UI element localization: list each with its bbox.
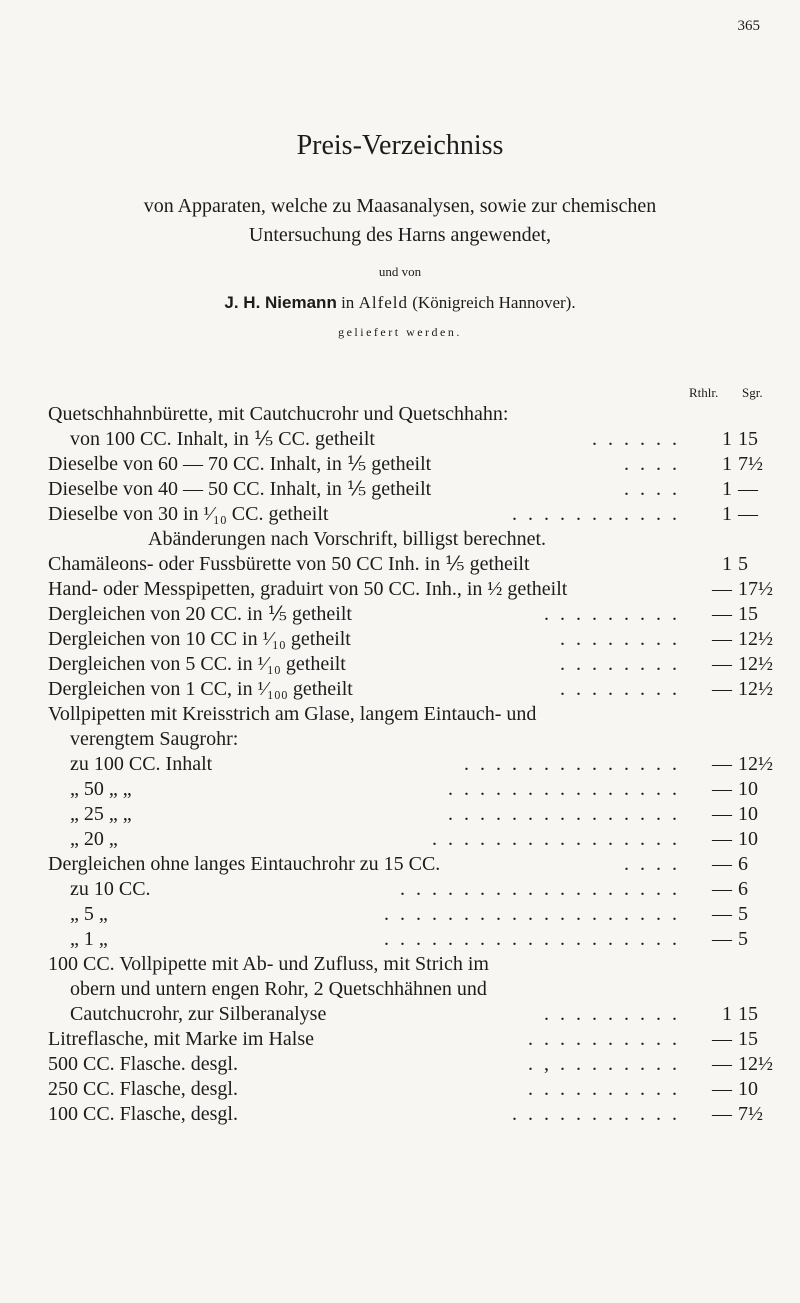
price-row	[48, 877, 780, 902]
price-sgr: —	[738, 503, 758, 525]
price-row	[48, 1077, 780, 1102]
vendor-name: J. H. Niemann	[224, 293, 337, 312]
price-row	[48, 752, 780, 777]
item-description: 250 CC. Flasche, desgl.	[48, 1078, 238, 1100]
price-sgr: 10	[738, 828, 758, 850]
price-rthlr: —	[712, 878, 732, 900]
price-sgr: 5	[738, 903, 748, 925]
price-sgr: 6	[738, 853, 748, 875]
price-row	[48, 777, 780, 802]
price-row	[48, 902, 780, 927]
dot-leader: . . . . . . . . . .	[528, 1078, 680, 1100]
price-sgr: 12½	[738, 653, 773, 675]
price-row	[48, 977, 780, 1002]
price-row	[48, 427, 780, 452]
price-rthlr: —	[712, 1028, 732, 1050]
item-description: obern und untern engen Rohr, 2 Quetschhähnen und	[70, 978, 487, 1000]
item-description: 500 CC. Flasche. desgl.	[48, 1053, 238, 1075]
price-sgr: 12½	[738, 678, 773, 700]
vendor-region: (Königreich Hannover).	[412, 293, 576, 312]
dot-leader: . . . . . . . . . . . . . . . . . . .	[384, 903, 680, 925]
price-row	[48, 727, 780, 752]
price-sgr: 12½	[738, 753, 773, 775]
dot-leader: . . . . . . . . . . . . . .	[464, 753, 680, 775]
dot-leader: . . . . . . . . .	[544, 603, 680, 625]
dot-leader: . . . . . . . .	[560, 653, 680, 675]
price-rthlr: 1	[722, 1003, 732, 1025]
geliefert-text: geliefert werden.	[338, 325, 462, 339]
dot-leader: . . . . . . . . . . . . . . . .	[432, 828, 680, 850]
price-sgr: 12½	[738, 1053, 773, 1075]
price-row	[48, 1052, 780, 1077]
price-row	[48, 602, 780, 627]
column-header-sgr: Sgr.	[742, 385, 763, 400]
dot-leader: . . . .	[624, 453, 680, 475]
price-row	[48, 827, 780, 852]
item-description: Dieselbe von 30 in ¹⁄₁₀ CC. getheilt	[48, 503, 329, 525]
intro-line-2: Untersuchung des Harns angewendet,	[248, 224, 552, 246]
item-description: Hand- oder Messpipetten, graduirt von 50 CC. Inh., in ½ getheilt	[48, 578, 568, 600]
price-sgr: 6	[738, 878, 748, 900]
price-rthlr: —	[712, 653, 732, 675]
price-row	[48, 627, 780, 652]
page-title: Preis-Verzeichniss	[296, 130, 504, 161]
price-sgr: 5	[738, 553, 748, 575]
price-sgr: 10	[738, 778, 758, 800]
item-description: Cautchucrohr, zur Silberanalyse	[70, 1003, 327, 1025]
price-sgr: 15	[738, 1028, 758, 1050]
price-row	[48, 527, 780, 552]
dot-leader: . . . . . . . .	[560, 678, 680, 700]
item-description: „ 25 „ „	[70, 803, 132, 825]
intro-text	[0, 192, 800, 250]
item-description: Dergleichen von 5 CC. in ¹⁄₁₀ getheilt	[48, 653, 346, 675]
dot-leader: . . . . . . . . . . . . . . . . . .	[400, 878, 680, 900]
price-rthlr: —	[712, 803, 732, 825]
dot-leader: . . . . . . . . . . . . . . .	[448, 778, 680, 800]
price-row	[48, 1002, 780, 1027]
price-sgr: 15	[738, 428, 758, 450]
item-description: „ 20 „	[70, 828, 118, 850]
price-row	[48, 452, 780, 477]
dot-leader: . . . . . . . . . .	[528, 1028, 680, 1050]
price-rthlr: —	[712, 603, 732, 625]
price-row	[48, 402, 780, 427]
item-description: Dergleichen ohne langes Eintauchrohr zu 15 CC.	[48, 853, 441, 875]
item-description: zu 10 CC.	[70, 878, 151, 900]
item-description: Dergleichen von 1 CC, in ¹⁄₁₀₀ getheilt	[48, 678, 353, 700]
price-row	[48, 802, 780, 827]
price-rthlr: 1	[722, 553, 732, 575]
price-sgr: 17½	[738, 578, 773, 600]
dot-leader: . . . .	[624, 478, 680, 500]
dot-leader: . . . . . . . . .	[544, 1003, 680, 1025]
price-sgr: 15	[738, 603, 758, 625]
price-list	[48, 402, 780, 1127]
item-description: Dieselbe von 60 — 70 CC. Inhalt, in ⅕ getheilt	[48, 453, 432, 475]
und-von-text: und von	[378, 264, 422, 279]
item-description: „ 5 „	[70, 903, 108, 925]
price-row	[48, 852, 780, 877]
price-rthlr: —	[712, 628, 732, 650]
column-header-rthlr: Rthlr.	[689, 385, 719, 400]
item-description: 100 CC. Flasche, desgl.	[48, 1103, 238, 1125]
price-rthlr: —	[712, 753, 732, 775]
item-description: „ 1 „	[70, 928, 108, 950]
price-rthlr: —	[712, 853, 732, 875]
item-description: Dergleichen von 20 CC. in ⅕ getheilt	[48, 603, 352, 625]
item-description: Dieselbe von 40 — 50 CC. Inhalt, in ⅕ getheilt	[48, 478, 432, 500]
price-sgr: —	[738, 478, 758, 500]
item-description: Litreflasche, mit Marke im Halse	[48, 1028, 315, 1050]
price-row	[48, 1027, 780, 1052]
price-sgr: 12½	[738, 628, 773, 650]
price-row	[48, 652, 780, 677]
price-row	[48, 577, 780, 602]
dot-leader: . . . . . . . . . . .	[512, 503, 680, 525]
price-row	[48, 552, 780, 577]
price-rthlr: —	[712, 928, 732, 950]
price-row	[48, 927, 780, 952]
price-row	[48, 677, 780, 702]
price-sgr: 7½	[738, 1103, 763, 1125]
dot-leader: . , . . . . . . . .	[528, 1053, 680, 1075]
price-row	[48, 702, 780, 727]
dot-leader: . . . . . . . .	[560, 628, 680, 650]
item-description: zu 100 CC. Inhalt	[70, 753, 213, 775]
price-sgr: 7½	[738, 453, 763, 475]
page-number: 365	[737, 18, 760, 34]
item-description: Quetschhahnbürette, mit Cautchucrohr und Quetschhahn:	[48, 403, 509, 425]
dot-leader: . . . . . .	[592, 428, 680, 450]
price-rthlr: 1	[722, 478, 732, 500]
item-description: „ 50 „ „	[70, 778, 132, 800]
item-description: Dergleichen von 10 CC in ¹⁄₁₀ getheilt	[48, 628, 351, 650]
item-description: Vollpipetten mit Kreisstrich am Glase, langem Eintauch- und	[48, 703, 537, 725]
price-rthlr: —	[712, 778, 732, 800]
item-description: von 100 CC. Inhalt, in ⅕ CC. getheilt	[70, 428, 375, 450]
vendor-in: in	[341, 293, 355, 312]
item-description: verengtem Saugrohr:	[70, 728, 239, 750]
price-rthlr: —	[712, 1078, 732, 1100]
item-description: Abänderungen nach Vorschrift, billigst berechnet.	[148, 528, 547, 550]
price-rthlr: 1	[722, 453, 732, 475]
price-rthlr: —	[712, 678, 732, 700]
vendor-line	[0, 293, 800, 313]
price-row	[48, 1102, 780, 1127]
price-sgr: 10	[738, 803, 758, 825]
price-rthlr: 1	[722, 428, 732, 450]
intro-line-1: von Apparaten, welche zu Maasanalysen, sowie zur chemischen	[143, 195, 657, 217]
price-row	[48, 477, 780, 502]
price-rthlr: —	[712, 578, 732, 600]
price-rthlr: —	[712, 903, 732, 925]
price-rthlr: —	[712, 1103, 732, 1125]
price-rthlr: —	[712, 1053, 732, 1075]
price-sgr: 15	[738, 1003, 758, 1025]
dot-leader: . . . .	[624, 853, 680, 875]
price-row	[48, 952, 780, 977]
price-rthlr: —	[712, 828, 732, 850]
price-rthlr: 1	[722, 503, 732, 525]
dot-leader: . . . . . . . . . . .	[512, 1103, 680, 1125]
dot-leader: . . . . . . . . . . . . . . . . . . .	[384, 928, 680, 950]
vendor-place: Alfeld	[358, 293, 408, 312]
dot-leader: . . . . . . . . . . . . . . .	[448, 803, 680, 825]
price-sgr: 5	[738, 928, 748, 950]
price-row	[48, 502, 780, 527]
item-description: Chamäleons- oder Fussbürette von 50 CC Inh. in ⅕ getheilt	[48, 553, 530, 575]
item-description: 100 CC. Vollpipette mit Ab- und Zufluss, mit Strich im	[48, 953, 489, 975]
price-sgr: 10	[738, 1078, 758, 1100]
